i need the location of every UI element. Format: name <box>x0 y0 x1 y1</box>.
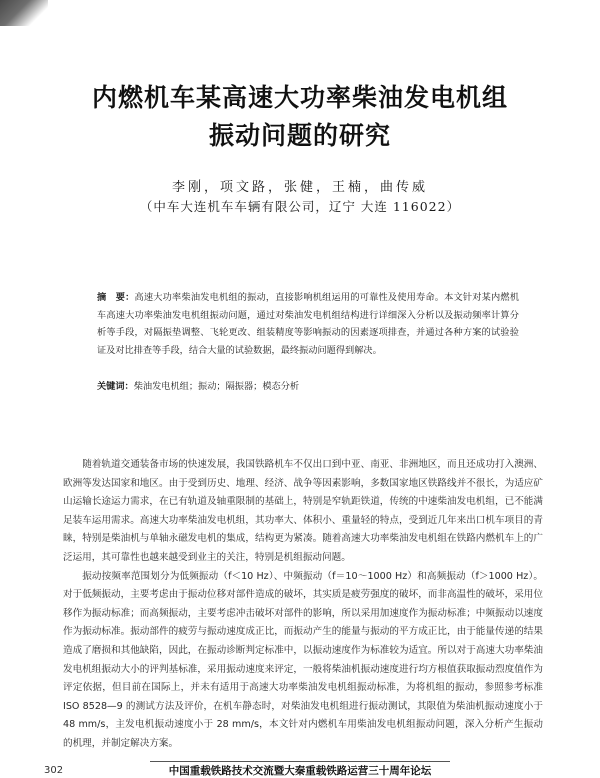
body-paragraph: 振动按频率范围划分为低频振动（f＜10 Hz）、中频振动（f＝10～1000 Hz）和高频振动（f＞1000 Hz）。对于低频振动，主要考虑由于振动位移对部件造成的破坏，其实质是疲劳强度的破坏，而非高温性的破坏，采用位移作为振动标准；而高频振动，主要考虑冲击破坏对部件的影响，所以采用加速度作为振动标准；中频振动以速度作为振动标准。振动部件的疲劳与振动速度成正比，而振动产生的能量与振动的平方成正比，由于能量传递的结果造成了磨损和其他缺陷，因此，在振动诊断判定标准中，以振动速度作为标准较为适宜。所以对于高速大功率柴油发电机组振动大小的评判基标准，采用振动速度来评定，一般将柴油机振动速度进行均方根值获取振动烈度值作为评定依据，但目前在国际上，并未有适用于高速大功率柴油发电机组振动标准，为将机组的振动，参照参考标准 ISO 8528—9 的测试方法及评价，在机车静态时，对柴油发电机组进行振动测试，其限值为柴油机振动速度小于 48 mm/s，主发电机振动速度小于 28 mm/s，本文针对内燃机车用柴油发电机组振动问题，深入分析产生振动的机理，并制定解决方案。 <box>63 570 543 749</box>
footer-conference-name: 中国重载铁路技术交流暨大秦重载铁路运营三十周年论坛 <box>168 765 432 777</box>
scan-artifact <box>0 0 48 26</box>
keywords-label: 关键词： <box>97 381 134 392</box>
abstract-label: 摘 要： <box>97 292 135 303</box>
affiliation: （中车大连机车车辆有限公司，辽宁 大连 116022） <box>139 199 461 214</box>
footer-divider <box>150 761 450 762</box>
abstract <box>97 289 519 359</box>
keywords <box>97 378 519 395</box>
body-text <box>63 456 543 754</box>
paper-title-line-2: 振动问题的研究 <box>208 121 391 150</box>
abstract-text: 高速大功率柴油发电机组的振动，直接影响机组运用的可靠性及使用寿命。本文针对某内燃机车高速大功率柴油发电机组振动问题，通过对柴油发电机组结构进行详细深入分析以及振动频率计算分析等手段，对隔振垫调整、飞轮更改、组装精度等影响振动的因素逐项排查，并通过各种方案的试验验证及对比排查等手段，结合大量的试验数据，最终振动问题得到解决。 <box>97 292 520 356</box>
paper-title-line-1: 内燃机车某高速大功率柴油发电机组 <box>91 83 508 112</box>
page-number: 302 <box>44 765 64 776</box>
keywords-text: 柴油发电机组；振动；隔振器；模态分析 <box>133 381 300 392</box>
author-list: 李刚，项文路，张健，王楠，曲传威 <box>171 180 428 195</box>
body-paragraph: 随着轨道交通装备市场的快速发展，我国铁路机车不仅出口到中亚、南亚、非洲地区，而且还成功打入澳洲、欧洲等发达国家和地区。由于受到历史、地理、经济、战争等因素影响，多数国家地区铁路线并不很长，为适应矿山运输长途运力需求，在已有轨道及轴重限制的基础上，特别是窄轨距铁道，传统的中速柴油发电机组，已不能满足装车运用需求。高速大功率柴油发电机组，其功率大、体积小、重量轻的特点，受到近几年来出口机车项目的青睐，特别是柴油机与单轴永磁发电机的集成，结构更为紧凑。随着高速大功率柴油发电机组在铁路内燃机车上的广泛运用，其可靠性也越来越受到业主的关注，特别是机组振动问题。 <box>63 459 543 563</box>
